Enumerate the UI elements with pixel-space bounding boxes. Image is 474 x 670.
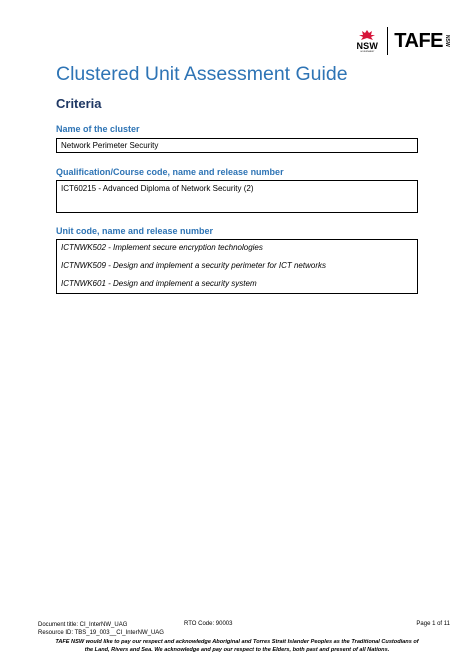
footer-page-number: Page 1 of 11 [416,621,450,627]
footer-resource-id: Resource ID: TBS_19_003__CI_InterNW_UAG [38,630,164,636]
footer-document-title: Document title: CI_InterNW_UAG [38,622,128,628]
footer-document-info [38,621,164,637]
document-title: Clustered Unit Assessment Guide [56,63,348,85]
footer-rto-code: RTO Code: 90003 [184,621,233,627]
qualification-value: ICT60215 - Advanced Diploma of Network Security (2) [61,184,254,193]
tafe-nsw-logo-text: NSW [444,35,450,47]
nsw-logo-subtext: GOVERNMENT [360,50,375,53]
nsw-logo-text: NSW [356,40,379,51]
acknowledgement-of-country [0,638,474,654]
nsw-government-logo [353,29,381,54]
tafe-nsw-logo [353,26,450,56]
qualification-label: Qualification/Course code, name and release number [56,167,284,177]
cluster-value: Network Perimeter Security [61,141,159,150]
unit-code-label: Unit code, name and release number [56,226,214,236]
unit-row-ictnwk601: ICTNWK601 - Design and implement a security system [61,279,257,288]
tafe-logo-text: TAFE [394,30,443,52]
acknowledgement-line-2: the Land, Rivers and Sea. We acknowledge and pay our respect to the Elders, both past and present of all Nations. [84,647,390,653]
criteria-heading: Criteria [56,96,102,111]
acknowledgement-line-1: TAFE NSW would like to pay our respect and acknowledge Aboriginal and Torres Strait Islander Peoples as the Traditional Custodians of [55,639,419,645]
unit-row-ictnwk509: ICTNWK509 - Design and implement a security perimeter for ICT networks [61,261,326,270]
cluster-box [56,138,418,153]
unit-row-ictnwk502: ICTNWK502 - Implement secure encryption technologies [61,243,263,252]
logo-divider [387,27,388,55]
qualification-box [56,180,418,213]
units-box [56,239,418,294]
waratah-icon [358,29,376,41]
cluster-label: Name of the cluster [56,124,140,134]
